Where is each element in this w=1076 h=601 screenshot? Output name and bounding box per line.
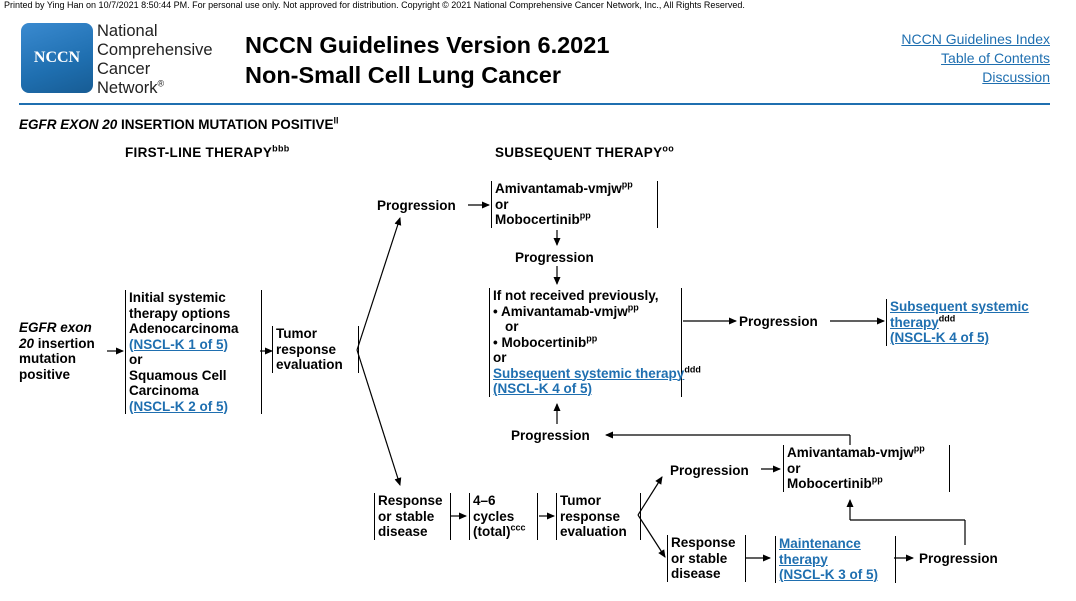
start-node-egfr-exon20: EGFR exon 20 insertion mutation positive	[19, 320, 95, 382]
title-line-1: NCCN Guidelines Version 6.2021	[245, 32, 610, 58]
initial-therapy-box	[125, 290, 262, 414]
maintenance-link[interactable]: Maintenance	[779, 536, 861, 551]
adenocarcinoma-label: Adenocarcinoma	[129, 321, 239, 336]
maintenance-therapy-link[interactable]: therapy	[779, 551, 828, 567]
print-note: Printed by Ying Han on 10/7/2021 8:50:44 PM. For personal use only. Not approved for distribution. Copyright © 2021 National Comprehensive Cancer Network, Inc., All Rights Reserved.	[4, 0, 745, 10]
maintenance-therapy-box	[775, 536, 896, 583]
logo-name-line: Comprehensive	[97, 41, 213, 59]
logo-name-line: National	[97, 22, 158, 40]
progression-label-mid: Progression	[515, 250, 594, 265]
logo-name-line: Network®	[97, 78, 165, 97]
response-stable-box-1: Response or stable disease	[374, 493, 451, 540]
tumor-response-box-2: Tumor response evaluation	[556, 493, 641, 540]
or-label: or	[129, 352, 143, 367]
subsequent-systemic-link-right[interactable]: Subsequent systemic	[890, 299, 1029, 314]
title-line-2: Non-Small Cell Lung Cancer	[245, 62, 561, 88]
progression-label-top: Progression	[377, 198, 456, 213]
response-stable-box-2: Response or stable disease	[667, 535, 746, 582]
nscl-k3-link[interactable]: (NSCL-K 3 of 5)	[779, 567, 878, 582]
nscl-k4-link-right[interactable]: (NSCL-K 4 of 5)	[890, 330, 989, 345]
nscl-k2-link[interactable]: (NSCL-K 2 of 5)	[129, 398, 228, 414]
first-line-therapy-header: FIRST-LINE $THERAPY^{bbb}$	[125, 143, 290, 160]
initial-therapy-heading: Initial systemic therapy options	[129, 290, 231, 321]
progression-label-right: Progression	[739, 314, 818, 329]
logo-name-line: Cancer	[97, 60, 151, 78]
cycles-box: 4–6 cycles (total)$^{ccc}$	[469, 493, 538, 540]
progression-label-return: Progression	[511, 428, 590, 443]
subsequent-systemic-therapy-link[interactable]: Subsequent systemic therapy	[493, 365, 685, 381]
right-link-box: Subsequent systemic therapy$^{ddd}$ (NSCL-K 4 of 5)	[886, 299, 1055, 346]
section-title: EGFR EXON 20 INSERTION MUTATION $POSITIVE^{ll}$	[19, 115, 339, 132]
table-of-contents-link[interactable]: Table of Contents	[941, 50, 1050, 66]
subsequent-therapy-header: SUBSEQUENT $THERAPY^{oo}$	[495, 143, 675, 160]
top-drug-box: Amivantamab-vmjw$^{pp}$ or Mobocertinib$^{pp}$	[491, 181, 658, 228]
bottom-drug-box: Amivantamab-vmjw$^{pp}$ or Mobocertinib$^{pp}$	[783, 445, 950, 492]
logo-abbrev: NCCN	[33, 49, 81, 66]
nscl-k1-link[interactable]: (NSCL-K 1 of 5)	[129, 336, 228, 352]
discussion-link[interactable]: Discussion	[982, 69, 1050, 85]
squamous-label: Squamous Cell Carcinoma	[129, 367, 227, 398]
therapy-link-right[interactable]: therapy	[890, 314, 939, 330]
guidelines-index-link[interactable]: NCCN Guidelines Index	[901, 31, 1050, 47]
tumor-response-box-1: Tumor response evaluation	[272, 326, 359, 373]
nscl-k4-link-mid[interactable]: (NSCL-K 4 of 5)	[493, 381, 592, 396]
middle-options-box: If not received previously, • Amivantamab-vmjw$^{pp}$ or • Mobocertinib$^{pp}$ or Subsequent systemic therapy$^{ddd}$ (NSCL-K 4 of 5)	[489, 288, 682, 397]
progression-label-bottom: Progression	[670, 463, 749, 478]
progression-label-end: Progression	[919, 551, 998, 566]
